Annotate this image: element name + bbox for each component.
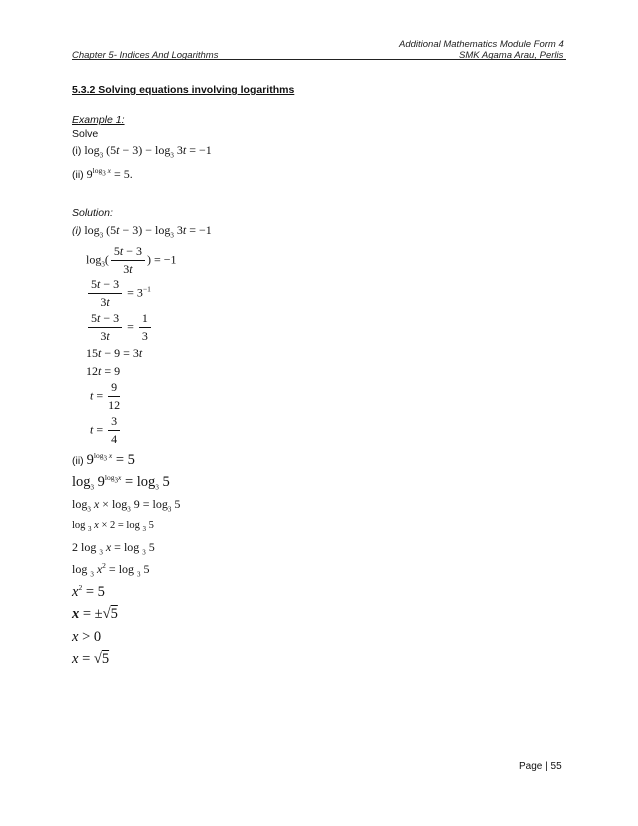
example-equation-ii: (ii) $9^{log_3 x} = 5$. <box>72 166 133 181</box>
solution-step-13: 2 log $_3$ x = log $_3$ 5 <box>72 540 155 557</box>
example-label: Example 1: <box>72 114 125 126</box>
example-instruction: Solve <box>72 128 99 140</box>
solution-part-i-label: (i) <box>72 225 82 237</box>
solution-part-ii-label: (ii) <box>72 454 84 467</box>
solution-step-14: log $_3$ $x^2 = \log _3$ 5 <box>72 561 150 579</box>
solution-step-1: (i) $\log_3 (5t - 3) - \log_3 3t = -1$ <box>72 223 212 240</box>
solution-step-2: $\log_3$( $\frac{5t - 3}{3t}$ ) = −1 <box>86 244 177 276</box>
solution-step-7: t = $\frac{9}{12}$ <box>90 380 121 412</box>
solution-step-3: $\frac{5t - 3}{3t}$ = $3^{-1}$ <box>86 277 151 310</box>
page-number: Page | 55 <box>519 761 562 772</box>
example-equation-i: (i) $\log_3 (5t - 3) - \log_3 3t = -1$ <box>72 143 212 160</box>
example-part-i-label: (i) <box>72 145 82 157</box>
solution-step-17: x > 0 <box>72 629 102 645</box>
header-rule <box>72 59 566 60</box>
solution-step-9: (ii) $9^{log_3 x} = 5$ <box>72 451 135 468</box>
solution-step-12: log $_3$ x × 2 = log $_3$ 5 <box>72 520 154 534</box>
solution-step-8: t = $\frac{3}{4}$ <box>90 414 122 447</box>
solution-step-16: x = ±√5 <box>72 606 118 622</box>
solution-step-10: $\log_3 9^{log_3x} = \log_3 5$ <box>72 473 170 492</box>
solution-step-5: 15t − 9 = 3t <box>86 346 143 360</box>
solution-step-11: $\log_3 x \times \log_3 9 = \log_3 5$ <box>72 497 181 514</box>
chapter-title: Chapter 5- Indices And Logarithms <box>72 50 219 61</box>
solution-step-15: $x^2 = 5$ <box>72 583 105 600</box>
solution-label: Solution: <box>72 207 113 219</box>
solution-step-18: x = √5 <box>72 651 110 667</box>
solution-step-4: $\frac{5t - 3}{3t}$ = $\frac{1}{3}$ <box>86 311 153 344</box>
example-part-ii-label: (ii) <box>72 169 84 181</box>
section-title: 5.3.2 Solving equations involving logarithms <box>72 84 295 96</box>
solution-step-6: 12t = 9 <box>86 364 121 378</box>
module-title: Additional Mathematics Module Form 4 <box>399 39 564 50</box>
school-name: SMK Agama Arau, Perlis <box>459 50 564 61</box>
